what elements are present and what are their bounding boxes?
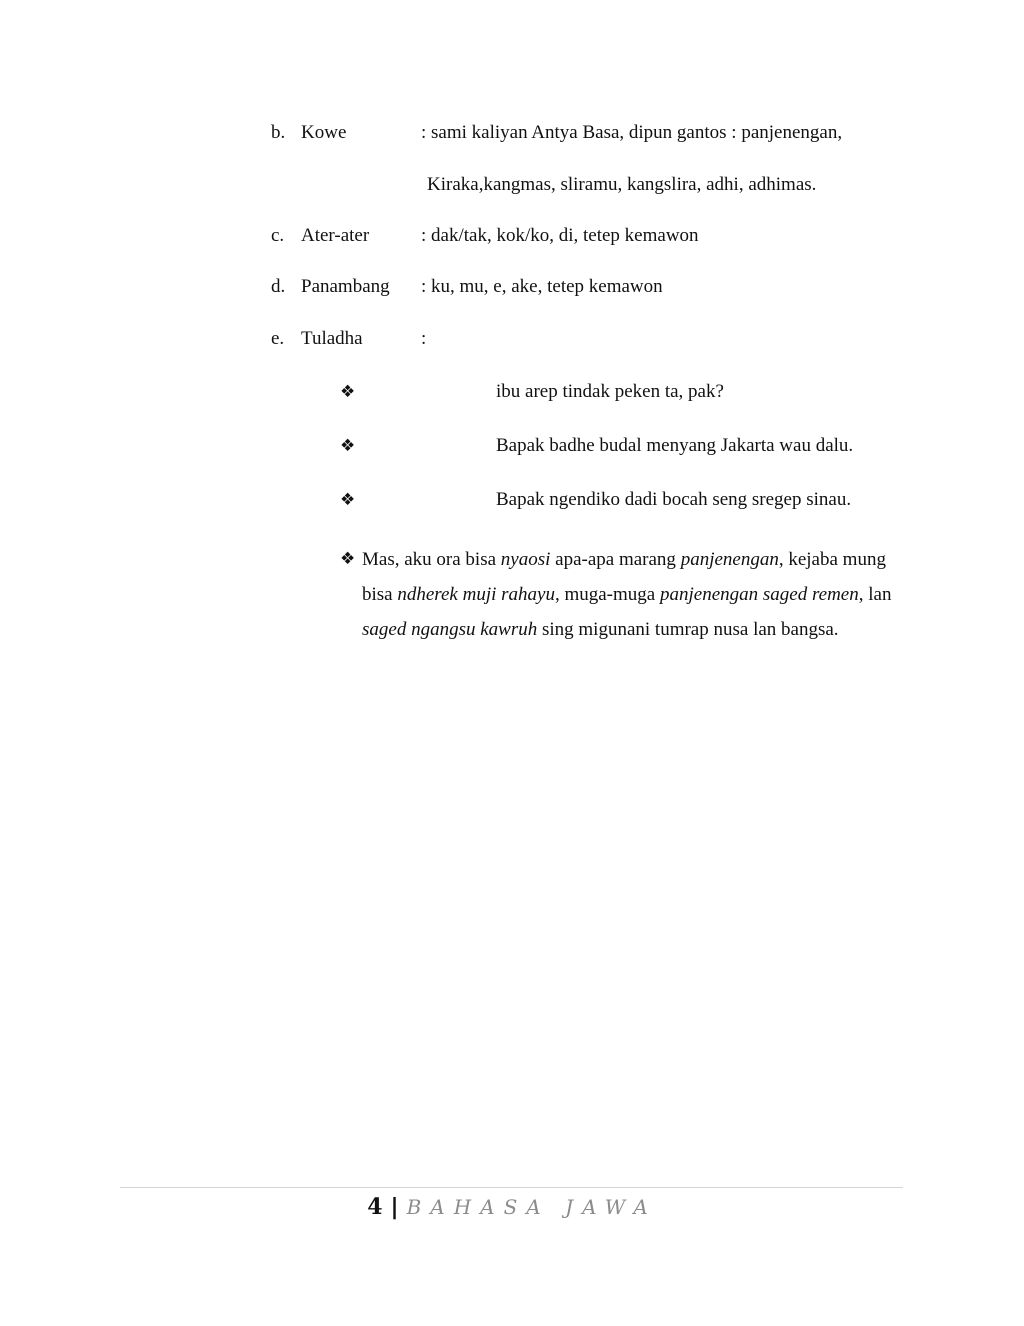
paragraph-text: sing migunani tumrap nusa lan bangsa. — [537, 619, 839, 640]
item-letter: d. — [271, 276, 286, 297]
item-letter: b. — [271, 122, 286, 143]
page-footer — [0, 1192, 1024, 1223]
item-definition: : ku, mu, e, ake, tetep kemawon — [421, 276, 663, 297]
four-diamond-bullet-icon: ❖ — [340, 490, 356, 510]
item-definition: : — [421, 328, 427, 349]
footer-title: BAHASA JAWA — [406, 1195, 657, 1219]
item-definition: : dak/tak, kok/ko, di, tetep kemawon — [421, 225, 699, 246]
item-term: Kowe — [301, 122, 347, 143]
footer-divider — [120, 1187, 903, 1188]
paragraph-text: apa-apa marang — [550, 549, 681, 570]
item-letter: e. — [271, 328, 285, 349]
example-paragraph — [340, 542, 902, 647]
page-number: 4 — [367, 1194, 383, 1220]
item-term: Ater-ater — [301, 225, 370, 246]
paragraph-italic-text: ndherek muji rahayu — [397, 584, 555, 605]
paragraph-text: , kejaba mung bisa — [362, 549, 886, 605]
paragraph-italic-text: saged ngangsu kawruh — [362, 619, 538, 640]
example-sentence: Bapak badhe budal menyang Jakarta wau dalu. — [496, 435, 854, 456]
four-diamond-bullet-icon: ❖ — [340, 549, 356, 569]
four-diamond-bullet-icon: ❖ — [340, 382, 356, 402]
item-letter: c. — [271, 225, 285, 246]
item-term: Panambang — [301, 276, 390, 297]
item-definition-continuation: Kiraka,kangmas, sliramu, kangslira, adhi, adhimas. — [427, 174, 817, 195]
paragraph-text: , lan — [858, 584, 892, 605]
paragraph-text: Mas, aku ora bisa — [362, 549, 501, 570]
paragraph-italic-text: panjenengan saged remen — [659, 584, 859, 605]
example-sentence: ibu arep tindak peken ta, pak? — [496, 381, 724, 402]
four-diamond-bullet-icon: ❖ — [340, 436, 356, 456]
item-definition: : sami kaliyan Antya Basa, dipun gantos : panjenengan, — [421, 122, 843, 143]
paragraph-italic-text: panjenengan — [680, 549, 779, 570]
item-term: Tuladha — [301, 328, 363, 349]
footer-separator: | — [390, 1195, 399, 1220]
paragraph-text: , muga-muga — [554, 584, 660, 605]
paragraph-italic-text: nyaosi — [500, 549, 551, 570]
example-sentence: Bapak ngendiko dadi bocah seng sregep sinau. — [496, 489, 852, 510]
